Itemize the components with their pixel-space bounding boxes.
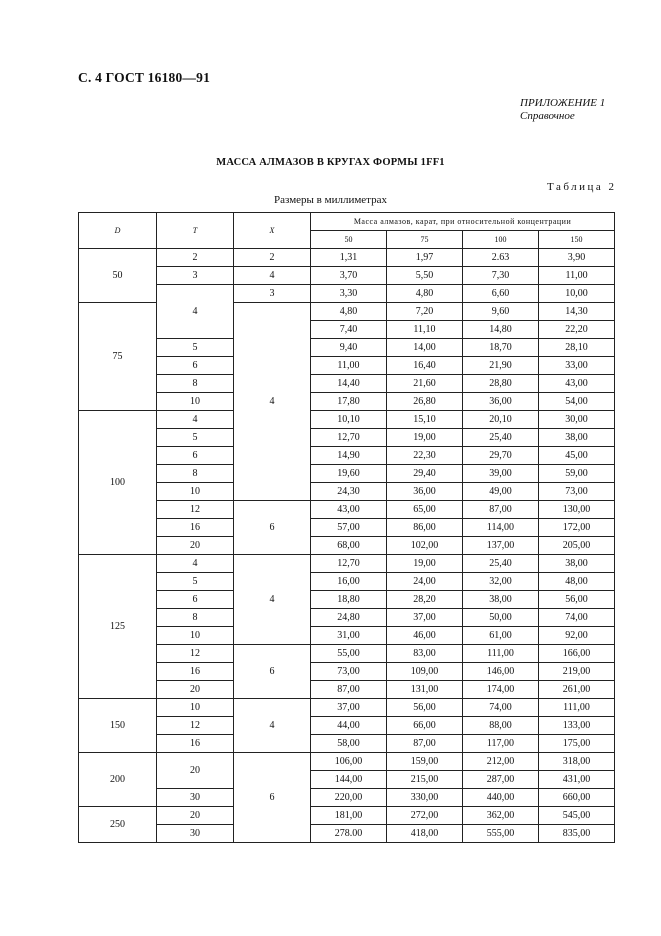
mass-cell: 28,10 <box>539 339 615 357</box>
mass-cell: 109,00 <box>387 663 463 681</box>
mass-cell: 272,00 <box>387 807 463 825</box>
mass-cell: 166,00 <box>539 645 615 663</box>
table-row <box>79 249 615 267</box>
t-cell: 12 <box>157 501 234 519</box>
mass-cell: 43,00 <box>311 501 387 519</box>
mass-cell: 56,00 <box>539 591 615 609</box>
x-cell: 3 <box>234 285 311 303</box>
mass-cell: 12,70 <box>311 555 387 573</box>
mass-cell: 16,40 <box>387 357 463 375</box>
mass-cell: 220,00 <box>311 789 387 807</box>
table-row <box>79 573 615 591</box>
mass-cell: 212,00 <box>463 753 539 771</box>
x-cell: 2 <box>234 249 311 267</box>
mass-cell: 21,90 <box>463 357 539 375</box>
column-header-150: 150 <box>539 231 615 249</box>
table-row <box>79 483 615 501</box>
table-row <box>79 447 615 465</box>
mass-cell: 6,60 <box>463 285 539 303</box>
mass-cell: 18,70 <box>463 339 539 357</box>
table-row <box>79 411 615 429</box>
mass-cell: 18,80 <box>311 591 387 609</box>
mass-cell: 9,40 <box>311 339 387 357</box>
t-cell: 30 <box>157 825 234 843</box>
table-row <box>79 429 615 447</box>
mass-cell: 3,90 <box>539 249 615 267</box>
table-row <box>79 555 615 573</box>
mass-cell: 54,00 <box>539 393 615 411</box>
mass-cell: 14,90 <box>311 447 387 465</box>
mass-cell: 33,00 <box>539 357 615 375</box>
column-header-100: 100 <box>463 231 539 249</box>
mass-cell: 36,00 <box>463 393 539 411</box>
page-header: С. 4 ГОСТ 16180—91 <box>78 70 211 85</box>
mass-cell: 545,00 <box>539 807 615 825</box>
mass-cell: 87,00 <box>387 735 463 753</box>
mass-cell: 111,00 <box>539 699 615 717</box>
table-row <box>79 267 615 285</box>
mass-cell: 88,00 <box>463 717 539 735</box>
table-number: Таблица 2 <box>547 181 617 193</box>
mass-cell: 278.00 <box>311 825 387 843</box>
mass-cell: 19,00 <box>387 429 463 447</box>
mass-cell: 25,40 <box>463 429 539 447</box>
mass-cell: 21,60 <box>387 375 463 393</box>
mass-cell: 65,00 <box>387 501 463 519</box>
table-row <box>79 753 615 771</box>
table-row <box>79 519 615 537</box>
mass-cell: 45,00 <box>539 447 615 465</box>
table-row <box>79 591 615 609</box>
x-cell: 4 <box>234 303 311 501</box>
d-cell: 100 <box>79 411 157 555</box>
table-row <box>79 807 615 825</box>
mass-cell: 117,00 <box>463 735 539 753</box>
mass-cell: 4,80 <box>311 303 387 321</box>
mass-cell: 431,00 <box>539 771 615 789</box>
mass-cell: 660,00 <box>539 789 615 807</box>
table-body <box>79 249 615 843</box>
t-cell: 4 <box>157 555 234 573</box>
mass-cell: 11,00 <box>311 357 387 375</box>
mass-cell: 37,00 <box>311 699 387 717</box>
mass-cell: 29,70 <box>463 447 539 465</box>
t-cell: 5 <box>157 573 234 591</box>
table-row <box>79 339 615 357</box>
mass-cell: 24,30 <box>311 483 387 501</box>
mass-cell: 68,00 <box>311 537 387 555</box>
table-row <box>79 393 615 411</box>
mass-cell: 330,00 <box>387 789 463 807</box>
x-cell: 6 <box>234 501 311 555</box>
mass-cell: 14,80 <box>463 321 539 339</box>
mass-cell: 12,70 <box>311 429 387 447</box>
mass-cell: 362,00 <box>463 807 539 825</box>
x-cell: 6 <box>234 645 311 699</box>
mass-cell: 144,00 <box>311 771 387 789</box>
mass-cell: 418,00 <box>387 825 463 843</box>
t-cell: 8 <box>157 375 234 393</box>
mass-cell: 19,00 <box>387 555 463 573</box>
t-cell: 12 <box>157 645 234 663</box>
column-header-75: 75 <box>387 231 463 249</box>
mass-cell: 87,00 <box>311 681 387 699</box>
mass-cell: 30,00 <box>539 411 615 429</box>
dimensions-note: Размеры в миллиметрах <box>274 194 387 206</box>
t-cell: 30 <box>157 789 234 807</box>
t-cell: 5 <box>157 429 234 447</box>
mass-cell: 131,00 <box>387 681 463 699</box>
x-cell: 4 <box>234 555 311 645</box>
mass-cell: 2.63 <box>463 249 539 267</box>
mass-cell: 219,00 <box>539 663 615 681</box>
mass-cell: 205,00 <box>539 537 615 555</box>
mass-cell: 7,20 <box>387 303 463 321</box>
mass-cell: 15,10 <box>387 411 463 429</box>
appendix-label: ПРИЛОЖЕНИЕ 1 <box>520 97 606 109</box>
mass-cell: 16,00 <box>311 573 387 591</box>
mass-cell: 555,00 <box>463 825 539 843</box>
table-row <box>79 627 615 645</box>
table-row <box>79 717 615 735</box>
mass-cell: 55,00 <box>311 645 387 663</box>
mass-cell: 50,00 <box>463 609 539 627</box>
column-header-50: 50 <box>311 231 387 249</box>
appendix-block <box>520 97 605 123</box>
t-cell: 8 <box>157 465 234 483</box>
mass-cell: 46,00 <box>387 627 463 645</box>
mass-cell: 146,00 <box>463 663 539 681</box>
x-cell: 4 <box>234 699 311 753</box>
t-cell: 20 <box>157 807 234 825</box>
mass-cell: 38,00 <box>463 591 539 609</box>
mass-cell: 106,00 <box>311 753 387 771</box>
t-cell: 16 <box>157 735 234 753</box>
mass-cell: 24,80 <box>311 609 387 627</box>
mass-cell: 26,80 <box>387 393 463 411</box>
t-cell: 5 <box>157 339 234 357</box>
t-cell: 16 <box>157 519 234 537</box>
mass-cell: 175,00 <box>539 735 615 753</box>
mass-cell: 111,00 <box>463 645 539 663</box>
t-cell: 6 <box>157 357 234 375</box>
mass-cell: 19,60 <box>311 465 387 483</box>
mass-cell: 28,80 <box>463 375 539 393</box>
table-row <box>79 663 615 681</box>
column-header-d: D <box>79 213 157 249</box>
mass-cell: 73,00 <box>539 483 615 501</box>
mass-cell: 137,00 <box>463 537 539 555</box>
mass-cell: 9,60 <box>463 303 539 321</box>
table-row <box>79 501 615 519</box>
d-cell: 200 <box>79 753 157 807</box>
mass-cell: 7,40 <box>311 321 387 339</box>
t-cell: 6 <box>157 591 234 609</box>
mass-cell: 130,00 <box>539 501 615 519</box>
mass-cell: 14,30 <box>539 303 615 321</box>
mass-cell: 14,00 <box>387 339 463 357</box>
table-row <box>79 375 615 393</box>
table-row <box>79 609 615 627</box>
mass-cell: 22,30 <box>387 447 463 465</box>
header-row <box>79 213 615 231</box>
t-cell: 12 <box>157 717 234 735</box>
mass-cell: 215,00 <box>387 771 463 789</box>
mass-cell: 29,40 <box>387 465 463 483</box>
column-header-x: X <box>234 213 311 249</box>
t-cell: 20 <box>157 537 234 555</box>
mass-cell: 57,00 <box>311 519 387 537</box>
t-cell: 2 <box>157 249 234 267</box>
t-cell: 10 <box>157 699 234 717</box>
mass-cell: 172,00 <box>539 519 615 537</box>
mass-cell: 3,70 <box>311 267 387 285</box>
t-cell: 10 <box>157 627 234 645</box>
mass-cell: 24,00 <box>387 573 463 591</box>
mass-cell: 5,50 <box>387 267 463 285</box>
concentration-group-header: Масса алмазов, карат, при относительной концентрации <box>311 213 615 231</box>
mass-cell: 181,00 <box>311 807 387 825</box>
t-cell: 4 <box>157 411 234 429</box>
mass-cell: 287,00 <box>463 771 539 789</box>
d-cell: 250 <box>79 807 157 843</box>
x-cell: 6 <box>234 753 311 843</box>
mass-cell: 56,00 <box>387 699 463 717</box>
table-row <box>79 825 615 843</box>
mass-cell: 83,00 <box>387 645 463 663</box>
mass-cell: 174,00 <box>463 681 539 699</box>
t-cell: 16 <box>157 663 234 681</box>
table-row <box>79 789 615 807</box>
d-cell: 75 <box>79 303 157 411</box>
mass-cell: 37,00 <box>387 609 463 627</box>
d-cell: 50 <box>79 249 157 303</box>
t-cell: 6 <box>157 447 234 465</box>
t-cell: 8 <box>157 609 234 627</box>
mass-cell: 49,00 <box>463 483 539 501</box>
column-header-t: T <box>157 213 234 249</box>
mass-cell: 43,00 <box>539 375 615 393</box>
t-cell: 20 <box>157 753 234 789</box>
mass-cell: 11,10 <box>387 321 463 339</box>
mass-cell: 10,10 <box>311 411 387 429</box>
appendix-kind: Справочное <box>520 110 575 122</box>
mass-cell: 1,31 <box>311 249 387 267</box>
mass-cell: 440,00 <box>463 789 539 807</box>
mass-cell: 73,00 <box>311 663 387 681</box>
table-row <box>79 357 615 375</box>
mass-cell: 32,00 <box>463 573 539 591</box>
mass-cell: 38,00 <box>539 555 615 573</box>
mass-cell: 11,00 <box>539 267 615 285</box>
mass-cell: 36,00 <box>387 483 463 501</box>
mass-cell: 48,00 <box>539 573 615 591</box>
mass-cell: 17,80 <box>311 393 387 411</box>
mass-cell: 58,00 <box>311 735 387 753</box>
mass-cell: 61,00 <box>463 627 539 645</box>
mass-cell: 39,00 <box>463 465 539 483</box>
mass-cell: 835,00 <box>539 825 615 843</box>
mass-cell: 74,00 <box>539 609 615 627</box>
t-cell: 3 <box>157 267 234 285</box>
table-row <box>79 465 615 483</box>
mass-cell: 28,20 <box>387 591 463 609</box>
mass-cell: 14,40 <box>311 375 387 393</box>
table-row <box>79 285 615 303</box>
document-title: МАССА АЛМАЗОВ В КРУГАХ ФОРМЫ 1FF1 <box>216 157 445 168</box>
mass-cell: 20,10 <box>463 411 539 429</box>
diamond-mass-table <box>78 212 615 843</box>
mass-cell: 159,00 <box>387 753 463 771</box>
mass-cell: 38,00 <box>539 429 615 447</box>
x-cell: 4 <box>234 267 311 285</box>
mass-cell: 22,20 <box>539 321 615 339</box>
mass-cell: 10,00 <box>539 285 615 303</box>
mass-cell: 92,00 <box>539 627 615 645</box>
table-row <box>79 699 615 717</box>
mass-cell: 86,00 <box>387 519 463 537</box>
mass-cell: 4,80 <box>387 285 463 303</box>
mass-cell: 87,00 <box>463 501 539 519</box>
table-row <box>79 735 615 753</box>
mass-cell: 66,00 <box>387 717 463 735</box>
mass-cell: 102,00 <box>387 537 463 555</box>
mass-cell: 59,00 <box>539 465 615 483</box>
t-cell: 10 <box>157 483 234 501</box>
mass-cell: 3,30 <box>311 285 387 303</box>
d-cell: 150 <box>79 699 157 753</box>
table-row <box>79 645 615 663</box>
mass-cell: 1,97 <box>387 249 463 267</box>
mass-cell: 44,00 <box>311 717 387 735</box>
t-cell: 4 <box>157 285 234 339</box>
table-row <box>79 537 615 555</box>
mass-cell: 31,00 <box>311 627 387 645</box>
mass-cell: 133,00 <box>539 717 615 735</box>
mass-cell: 7,30 <box>463 267 539 285</box>
mass-cell: 114,00 <box>463 519 539 537</box>
mass-cell: 74,00 <box>463 699 539 717</box>
mass-cell: 318,00 <box>539 753 615 771</box>
mass-cell: 261,00 <box>539 681 615 699</box>
table-row <box>79 681 615 699</box>
mass-cell: 25,40 <box>463 555 539 573</box>
t-cell: 20 <box>157 681 234 699</box>
d-cell: 125 <box>79 555 157 699</box>
t-cell: 10 <box>157 393 234 411</box>
